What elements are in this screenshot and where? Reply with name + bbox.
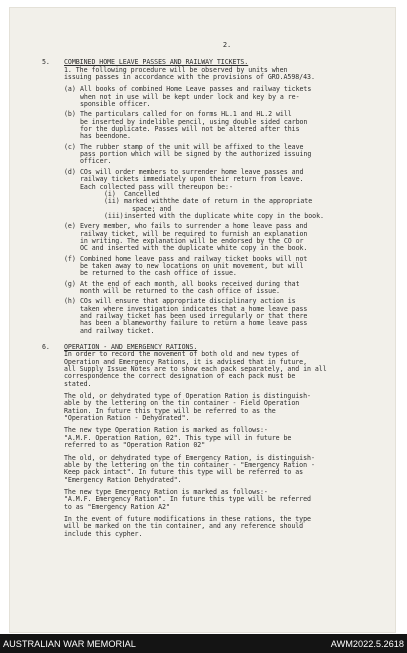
- item-label: (h): [64, 297, 76, 306]
- text-line: Combined home leave pass and railway ticket books will not: [80, 254, 308, 263]
- section-5-body: [64, 67, 382, 335]
- sub-item-label: (i): [104, 189, 116, 198]
- section-5-title: COMBINED HOME LEAVE PASSES AND RAILWAY TICKETS.: [64, 58, 249, 67]
- list-item-d: [64, 169, 382, 220]
- text-line: correspondence the correct designation of each pack must be: [64, 372, 296, 381]
- text-line: The rubber stamp of the unit will be affixed to the leave: [80, 142, 304, 151]
- item-label: (e): [64, 222, 76, 231]
- text-line: be inserted by indelible pencil, using double sided carbon: [80, 117, 308, 126]
- section-5-number: 5.: [42, 58, 50, 67]
- paragraph: [64, 351, 382, 388]
- text-line: month will be returned to the cash office of issue.: [80, 286, 280, 295]
- text-line: officer.: [80, 157, 112, 166]
- sub-item-label: (ii): [104, 197, 120, 206]
- list-item-c: [64, 144, 382, 166]
- text-line: "Emergency Ration Dehydrated".: [64, 475, 182, 484]
- item-label: (f): [64, 254, 76, 263]
- sub-item-iii: [104, 213, 382, 220]
- section-6-number: 6.: [42, 343, 50, 352]
- text-line: taken where investigation indicates that a home leave pass: [80, 304, 308, 313]
- text-line: 1. The following procedure will be observed by units when: [64, 65, 288, 74]
- text-line: stated.: [64, 379, 92, 388]
- paragraph: [64, 393, 382, 422]
- paragraph: [64, 489, 382, 511]
- sub-item-ii: [104, 198, 382, 213]
- text-line: Each collected pass will thereupon be:-: [80, 182, 233, 191]
- item-label: (g): [64, 279, 76, 288]
- text-line: when not in use will be kept under lock and key by a re-: [80, 92, 300, 101]
- text-line: The new type Operation Ration is marked as follows:-: [64, 426, 268, 435]
- document-body: [42, 42, 382, 543]
- text-line: will be marked on the tin container, and any reference should: [64, 522, 304, 531]
- text-line: In order to record the movement of both old and new types of: [64, 350, 300, 359]
- text-line: OC and inserted with the duplicate white copy in the book.: [80, 244, 308, 253]
- list-item-a: [64, 86, 382, 108]
- item-label: (c): [64, 142, 76, 151]
- text-line: All books of combined Home Leave passes and railway tickets: [80, 85, 312, 94]
- text-line: Ration. In future this type will be referred to as the: [64, 406, 276, 415]
- text-line: railway ticket, will be required to furnish an explanation: [80, 229, 308, 238]
- text-line: has been a blameworthy failure to return a home leave pass: [80, 319, 308, 328]
- text-line: for the duplicate. Passes will not be altered after this: [80, 125, 300, 134]
- item-label: (a): [64, 85, 76, 94]
- list-item-b: [64, 111, 382, 140]
- text-line: able by the lettering on the tin container - "Emergency Ration -: [64, 460, 315, 469]
- text-line: inserted with the duplicate white copy in the book.: [124, 211, 324, 220]
- list-item-h: [64, 298, 382, 335]
- text-line: and railway ticket.: [80, 326, 155, 335]
- text-line: sponsible officer.: [80, 100, 151, 109]
- text-line: At the end of each month, all books received during that: [80, 279, 300, 288]
- text-line: Keep pack intact". In future this type will be referred to as: [64, 468, 304, 477]
- text-line: to as "Emergency Ration A2": [64, 502, 170, 511]
- text-line: marked withthe date of return in the appropriate: [124, 197, 313, 206]
- text-line: COs will order members to surrender home leave passes and: [80, 167, 304, 176]
- section-5-intro: [64, 67, 382, 82]
- text-line: The particulars called for on forms HL.1 and HL.2 will: [80, 110, 292, 119]
- text-line: In the event of future modifications in these rations, the type: [64, 514, 311, 523]
- footer-reference: AWM2022.5.2618: [330, 638, 404, 649]
- text-line: be returned to the cash office of issue.: [80, 269, 237, 278]
- list-item-e: [64, 223, 382, 252]
- text-line: and railway ticket has been used irregularly or that there: [80, 312, 308, 320]
- text-line: The new type Emergency Ration is marked as follows:-: [64, 487, 268, 496]
- text-line: The old, or dehydrated type of Emergency Ration, is distinguish-: [64, 453, 315, 462]
- text-line: include this cypher.: [64, 529, 143, 538]
- footer-source: AUSTRALIAN WAR MEMORIAL: [3, 638, 136, 649]
- text-line: referred to as "Operation Ration 02": [64, 441, 206, 450]
- text-line: all Supply Issue Notes are to show each pack separately, and in all: [64, 365, 327, 374]
- text-line: The old, or dehydrated type of Operation Ration is distinguish-: [64, 392, 311, 401]
- list-item-g: [64, 281, 382, 296]
- text-line: COs will ensure that appropriate disciplinary action is: [80, 297, 296, 306]
- text-line: Cancelled: [124, 189, 160, 198]
- text-line: be taken away to new locations on unit movement, but will: [80, 261, 304, 270]
- section-6-title: OPERATION - AND EMERGENCY RATIONS.: [64, 343, 198, 352]
- paragraph: [64, 516, 382, 538]
- text-line: issuing passes in accordance with the provisions of GRO.A598/43.: [64, 73, 315, 82]
- paragraph: [64, 455, 382, 484]
- text-line: railway tickets immediately upon their return from leave.: [80, 175, 304, 184]
- item-label: (b): [64, 110, 76, 119]
- text-line: Operation and Emergency Rations, it is advised that in future,: [64, 357, 308, 366]
- text-line: has beendone.: [80, 132, 131, 141]
- text-line: in writing. The explanation will be endorsed by the CO or: [80, 236, 304, 245]
- text-line: "A.M.F. Emergency Ration". In future this type will be referred: [64, 495, 311, 504]
- page-number: 2.: [222, 41, 232, 49]
- text-line: "Operation Ration - Dehydrated".: [64, 414, 190, 423]
- text-line: space; and: [132, 204, 172, 213]
- text-line: "A.M.F. Operation Ration, 02". This type will in future be: [64, 433, 292, 442]
- section-6-body: [64, 351, 382, 538]
- list-item-f: [64, 256, 382, 278]
- paragraph: [64, 427, 382, 449]
- sub-item-label: (iii): [104, 211, 124, 220]
- item-label: (d): [64, 167, 76, 176]
- text-line: able by the lettering on the tin container - Field Operation: [64, 399, 300, 408]
- text-line: pass portion which will be signed by the authorized issuing: [80, 150, 312, 159]
- footer-bar: [0, 634, 407, 653]
- text-line: Every member, who fails to surrender a home leave pass and: [80, 222, 308, 231]
